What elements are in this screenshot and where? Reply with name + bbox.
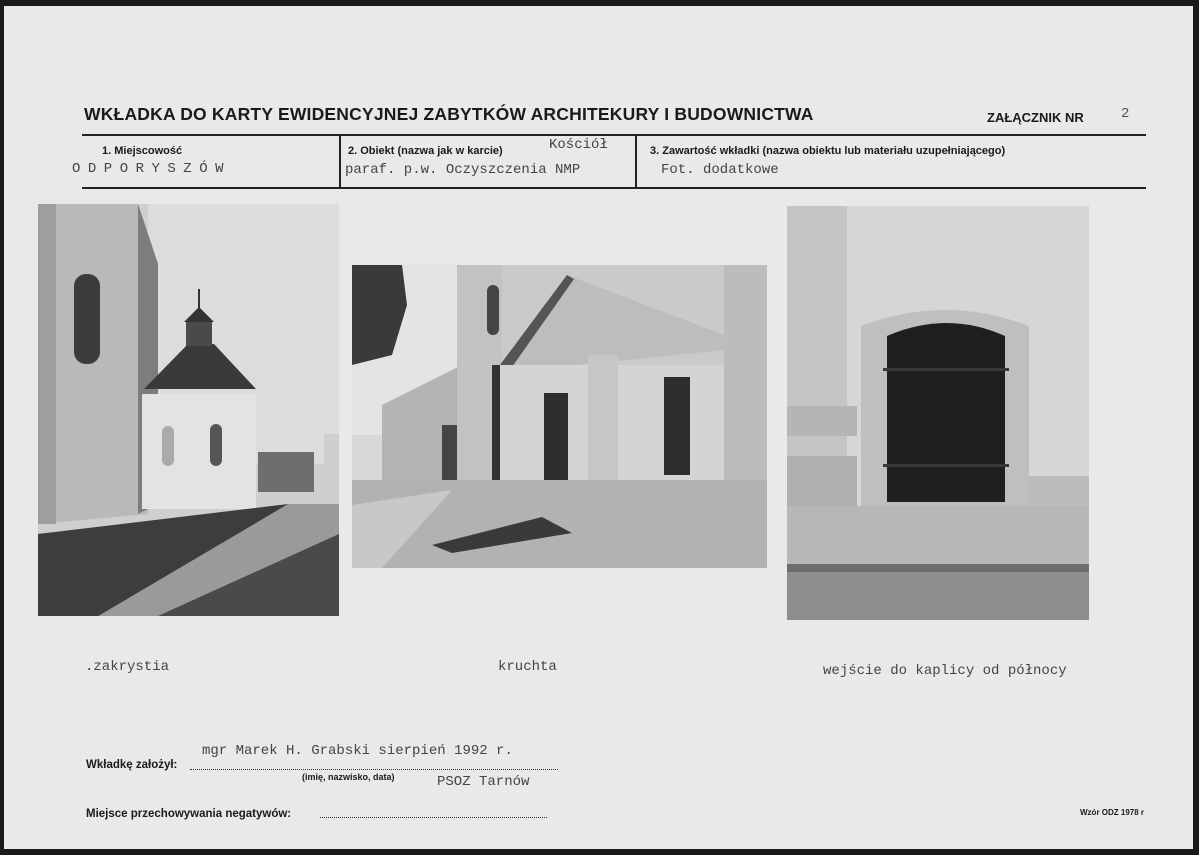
photo-sacristy bbox=[38, 204, 339, 616]
field-divider-1 bbox=[339, 134, 341, 189]
photo-porch bbox=[352, 265, 767, 568]
field-object-value-line2: paraf. p.w. Oczyszczenia NMP bbox=[345, 162, 581, 178]
field-contents-value: Fot. dodatkowe bbox=[661, 162, 779, 178]
created-by-label: Wkładkę założył: bbox=[86, 759, 178, 771]
created-by-value: mgr Marek H. Grabski sierpień 1992 r. bbox=[202, 743, 513, 759]
field-contents-label: 3. Zawartość wkładki (nazwa obiektu lub materiału uzupełniającego) bbox=[650, 145, 1006, 157]
photo-caption-chapel-entrance: wejście do kaplicy od północy bbox=[823, 663, 1067, 679]
created-by-line bbox=[190, 769, 558, 770]
photo-chapel-entrance bbox=[787, 206, 1089, 620]
annex-label: ZAŁĄCZNIK NR bbox=[987, 110, 1084, 125]
photo-caption-porch: kruchta bbox=[498, 659, 557, 675]
document-title: WKŁADKA DO KARTY EWIDENCYJNEJ ZABYTKÓW ARCHITEKURY I BUDOWNICTWA bbox=[84, 104, 814, 124]
field-divider-2 bbox=[635, 134, 637, 189]
negatives-line bbox=[320, 817, 547, 818]
created-by-hint: (imię, nazwisko, data) bbox=[302, 772, 395, 782]
field-object-value-line1: Kościół bbox=[549, 137, 608, 153]
negatives-label: Miejsce przechowywania negatywów: bbox=[86, 808, 292, 820]
institution-value: PSOZ Tarnów bbox=[437, 774, 530, 790]
annex-number: 2 bbox=[1121, 106, 1130, 122]
field-locality-label: 1. Miejscowość bbox=[102, 145, 183, 157]
photo-caption-sacristy: .zakrystia bbox=[85, 659, 170, 675]
form-code: Wzór ODZ 1978 r bbox=[1080, 808, 1145, 817]
document-sheet bbox=[4, 6, 1193, 849]
field-object-label: 2. Obiekt (nazwa jak w karcie) bbox=[348, 145, 503, 157]
field-table-bottom-rule bbox=[82, 187, 1146, 189]
field-locality-value: ODPORYSZÓW bbox=[72, 161, 232, 177]
field-table-top-rule bbox=[82, 134, 1146, 136]
